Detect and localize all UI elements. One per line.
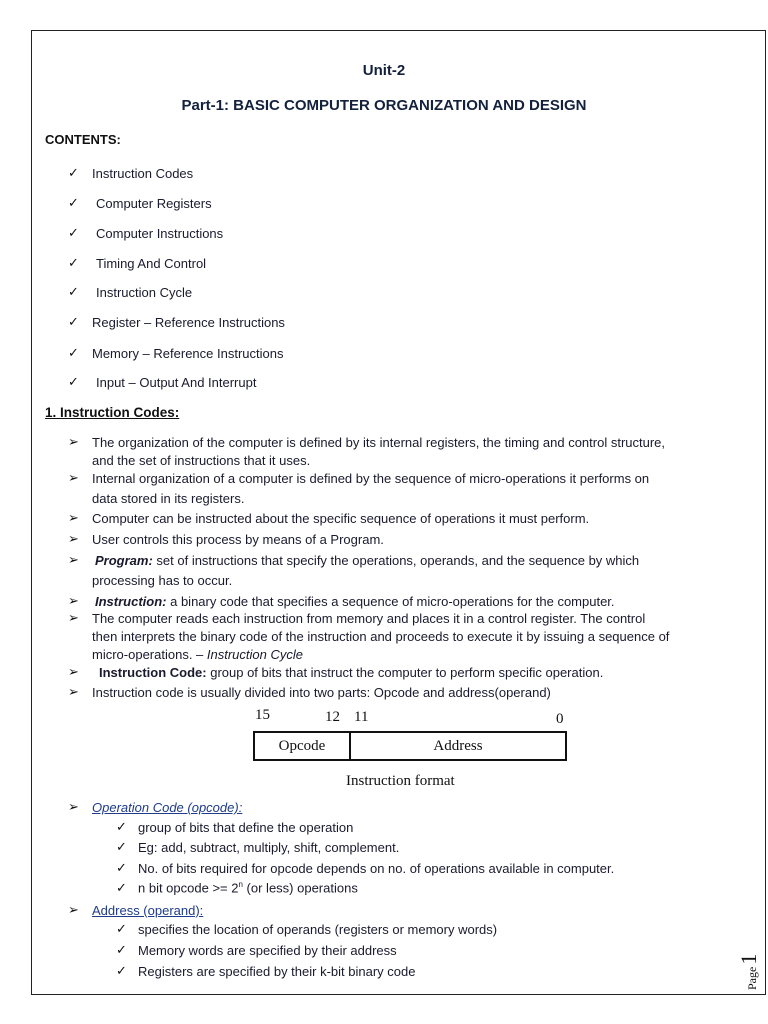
checkmark-icon: ✓ (68, 195, 79, 210)
checkmark-icon: ✓ (116, 819, 127, 834)
arrow-bullet-icon: ➢ (68, 531, 79, 546)
bullet-text-cont: data stored in its registers. (92, 491, 245, 506)
checkmark-icon: ✓ (68, 284, 79, 299)
bullet-text: The computer reads each instruction from memory and places it in a control register. The control (92, 611, 646, 626)
diagram-caption: Instruction format (346, 773, 455, 789)
contents-item: Computer Instructions (96, 226, 224, 241)
part-title: Part-1: BASIC COMPUTER ORGANIZATION AND DESIGN (181, 97, 587, 114)
exponent: n (238, 880, 243, 889)
bullet-text (99, 664, 603, 682)
checkmark-icon: ✓ (116, 921, 127, 936)
bullet-text: Computer can be instructed about the specific sequence of operations it must perform. (92, 511, 590, 526)
checkmark-icon: ✓ (116, 839, 127, 854)
bullet-text-fragment: micro-operations. – (92, 647, 207, 662)
contents-item: Timing And Control (96, 256, 207, 271)
arrow-bullet-icon: ➢ (68, 593, 79, 608)
page-number-label (736, 954, 762, 990)
address-item: specifies the location of operands (registers or memory words) (138, 922, 498, 937)
checkmark-icon: ✓ (68, 165, 79, 180)
bullet-text: Instruction code is usually divided into two parts: Opcode and address(operand) (92, 685, 551, 700)
term-instruction-code: Instruction Code: (99, 665, 207, 680)
instruction-cycle-term: Instruction Cycle (206, 647, 303, 662)
arrow-bullet-icon: ➢ (68, 664, 79, 679)
arrow-bullet-icon: ➢ (68, 470, 79, 485)
bit-label-12: 12 (325, 709, 340, 725)
unit-title: Unit-2 (362, 62, 406, 79)
checkmark-icon: ✓ (68, 314, 79, 329)
arrow-bullet-icon: ➢ (68, 799, 79, 814)
contents-item: Instruction Codes (92, 166, 194, 181)
instruction-format-diagram (250, 707, 570, 797)
opcode-item: group of bits that define the operation (138, 820, 354, 835)
page-number: 1 (736, 953, 761, 965)
checkmark-icon: ✓ (68, 225, 79, 240)
opcode-item (138, 880, 358, 895)
bit-label-0: 0 (556, 711, 564, 727)
contents-item: Input – Output And Interrupt (96, 375, 257, 390)
section-heading: 1. Instruction Codes: (45, 405, 180, 420)
opcode-heading (92, 799, 242, 817)
address-heading (92, 902, 203, 920)
checkmark-icon: ✓ (116, 860, 127, 875)
bullet-text: Internal organization of a computer is defined by the sequence of micro-operations it performs on (92, 471, 650, 486)
term-instruction: Instruction: (95, 594, 167, 609)
bullet-text-cont: processing has to occur. (92, 573, 233, 588)
bullet-text: User controls this process by means of a Program. (92, 532, 384, 547)
arrow-bullet-icon: ➢ (68, 510, 79, 525)
arrow-bullet-icon: ➢ (68, 902, 79, 917)
contents-item: Instruction Cycle (96, 285, 193, 300)
bit-label-15: 15 (255, 707, 270, 723)
page-word: Page (745, 966, 759, 990)
contents-item: Computer Registers (96, 196, 212, 211)
bullet-text (95, 593, 615, 611)
checkmark-icon: ✓ (116, 880, 127, 895)
bullet-text (95, 552, 639, 570)
arrow-bullet-icon: ➢ (68, 684, 79, 699)
arrow-bullet-icon: ➢ (68, 552, 79, 567)
contents-item: Register – Reference Instructions (92, 315, 285, 330)
bullet-text-cont: then interprets the binary code of the instruction and proceeds to execute it by issuing a sequence of (92, 629, 670, 644)
address-item: Registers are specified by their k-bit binary code (138, 964, 416, 979)
checkmark-icon: ✓ (68, 255, 79, 270)
bit-label-11: 11 (354, 709, 369, 725)
opcode-item: No. of bits required for opcode depends on no. of operations available in computer. (138, 861, 615, 876)
opcode-heading-text: Operation Code (opcode): (92, 800, 243, 815)
address-field: Address (349, 731, 567, 761)
opcode-item-pre: n bit opcode >= 2 (138, 880, 239, 896)
opcode-item-post: (or less) operations (242, 880, 358, 896)
arrow-bullet-icon: ➢ (68, 610, 79, 625)
contents-heading: CONTENTS: (45, 132, 121, 147)
checkmark-icon: ✓ (68, 374, 79, 389)
opcode-field: Opcode (253, 731, 351, 761)
checkmark-icon: ✓ (116, 942, 127, 957)
term-definition: set of instructions that specify the operations, operands, and the sequence by which (152, 553, 640, 568)
bullet-text-cont (92, 646, 303, 664)
checkmark-icon: ✓ (116, 963, 127, 978)
address-item: Memory words are specified by their address (138, 943, 397, 958)
contents-item: Memory – Reference Instructions (92, 346, 284, 361)
bullet-text-cont: and the set of instructions that it uses. (92, 453, 311, 468)
term-program: Program: (95, 553, 153, 568)
checkmark-icon: ✓ (68, 345, 79, 360)
opcode-item: Eg: add, subtract, multiply, shift, complement. (138, 840, 400, 855)
arrow-bullet-icon: ➢ (68, 434, 79, 449)
bullet-text: The organization of the computer is defined by its internal registers, the timing and control structure, (92, 435, 666, 450)
term-definition: a binary code that specifies a sequence of micro-operations for the computer. (166, 594, 615, 609)
address-heading-text: Address (operand): (92, 903, 204, 918)
term-definition: group of bits that instruct the computer to perform specific operation. (206, 665, 604, 680)
